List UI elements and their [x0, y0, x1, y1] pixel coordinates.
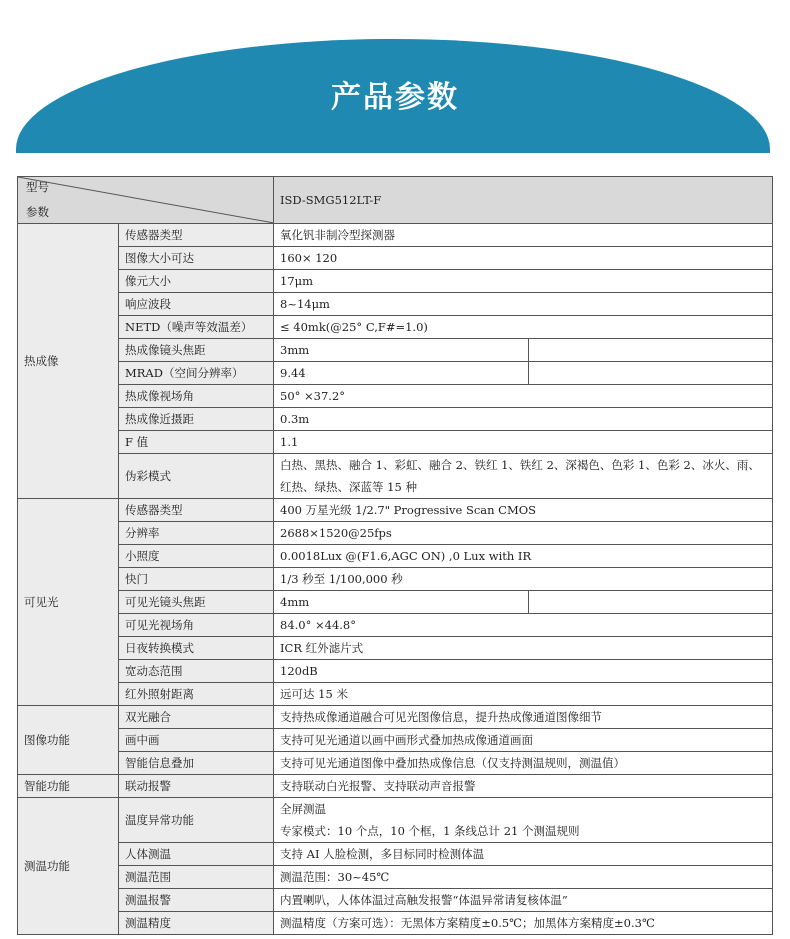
empty-cell [529, 591, 773, 614]
table-row [18, 706, 773, 729]
param-value: 氧化钒非制冷型探测器 [274, 224, 773, 247]
category-thermal: 热成像 [18, 224, 119, 499]
param-name: 图像大小可达 [119, 247, 274, 270]
table-row [18, 775, 773, 798]
param-name: 像元大小 [119, 270, 274, 293]
param-value: 0.0018Lux @(F1.6,AGC ON) ,0 Lux with IR [274, 545, 773, 568]
param-name: 传感器类型 [119, 224, 274, 247]
param-value: 9.44 [274, 362, 529, 385]
diagonal-header-cell [18, 177, 274, 224]
table-row [18, 316, 773, 339]
param-value: 160× 120 [274, 247, 773, 270]
table-row [18, 545, 773, 568]
spec-table [17, 176, 773, 935]
table-row [18, 385, 773, 408]
param-name: 联动报警 [119, 775, 274, 798]
table-row [18, 270, 773, 293]
param-value: 测温精度（方案可选）：无黑体方案精度±0.5℃；加黑体方案精度±0.3℃ [274, 912, 773, 935]
table-row [18, 293, 773, 316]
empty-cell [529, 339, 773, 362]
table-row [18, 729, 773, 752]
param-value: 远可达 15 米 [274, 683, 773, 706]
table-row [18, 431, 773, 454]
param-value: 50° ×37.2° [274, 385, 773, 408]
param-name: 快门 [119, 568, 274, 591]
param-value: ≤ 40mk(@25° C,F#=1.0) [274, 316, 773, 339]
header-param-label: 参数 [26, 205, 49, 219]
param-value: 1.1 [274, 431, 773, 454]
param-name: 小照度 [119, 545, 274, 568]
category-smart-function: 智能功能 [18, 775, 119, 798]
table-row [18, 247, 773, 270]
param-value: 支持 AI 人脸检测，多目标同时检测体温 [274, 843, 773, 866]
param-value: 0.3m [274, 408, 773, 431]
table-row [18, 683, 773, 706]
param-name: 热成像视场角 [119, 385, 274, 408]
param-name: 双光融合 [119, 706, 274, 729]
param-name: 宽动态范围 [119, 660, 274, 683]
param-name: 热成像镜头焦距 [119, 339, 274, 362]
table-row [18, 866, 773, 889]
param-name: 温度异常功能 [119, 798, 274, 843]
table-header-row [18, 177, 773, 224]
table-row [18, 568, 773, 591]
param-name: 测温范围 [119, 866, 274, 889]
table-row [18, 499, 773, 522]
param-value: 4mm [274, 591, 529, 614]
table-row [18, 798, 773, 843]
category-image-function: 图像功能 [18, 706, 119, 775]
param-name: NETD（噪声等效温差） [119, 316, 274, 339]
model-number: ISD-SMG512LT-F [274, 177, 773, 224]
param-name: 传感器类型 [119, 499, 274, 522]
param-name: 测温报警 [119, 889, 274, 912]
table-row [18, 752, 773, 775]
param-value [274, 798, 773, 843]
param-name: F 值 [119, 431, 274, 454]
param-value: 84.0° ×44.8° [274, 614, 773, 637]
param-value: 120dB [274, 660, 773, 683]
param-name: 伪彩模式 [119, 454, 274, 499]
param-value: 支持联动白光报警、支持联动声音报警 [274, 775, 773, 798]
param-value: 8~14μm [274, 293, 773, 316]
param-value: 支持可见光通道图像中叠加热成像信息（仅支持测温规则，测温值） [274, 752, 773, 775]
table-row [18, 362, 773, 385]
table-row [18, 591, 773, 614]
param-name: 可见光镜头焦距 [119, 591, 274, 614]
value-line: 专家模式：10 个点，10 个框，1 条线总计 21 个测温规则 [280, 824, 580, 838]
category-temperature: 测温功能 [18, 798, 119, 935]
param-name: 热成像近摄距 [119, 408, 274, 431]
param-name: 测温精度 [119, 912, 274, 935]
diagonal-line [18, 177, 274, 223]
param-value: 400 万星光级 1/2.7" Progressive Scan CMOS [274, 499, 773, 522]
param-value: 内置喇叭，人体体温过高触发报警“体温异常请复核体温” [274, 889, 773, 912]
table-row [18, 339, 773, 362]
param-name: 画中画 [119, 729, 274, 752]
param-value: 支持热成像通道融合可见光图像信息，提升热成像通道图像细节 [274, 706, 773, 729]
param-name: 智能信息叠加 [119, 752, 274, 775]
table-row [18, 912, 773, 935]
table-row [18, 614, 773, 637]
param-name: MRAD（空间分辨率） [119, 362, 274, 385]
param-name: 响应波段 [119, 293, 274, 316]
table-row [18, 454, 773, 499]
param-name: 分辨率 [119, 522, 274, 545]
table-row [18, 637, 773, 660]
table-row [18, 843, 773, 866]
table-row [18, 408, 773, 431]
category-visible: 可见光 [18, 499, 119, 706]
value-line: 全屏测温 [280, 802, 326, 816]
param-name: 日夜转换模式 [119, 637, 274, 660]
table-row [18, 224, 773, 247]
table-row [18, 522, 773, 545]
param-name: 人体测温 [119, 843, 274, 866]
empty-cell [529, 362, 773, 385]
param-value: 3mm [274, 339, 529, 362]
param-name: 红外照射距离 [119, 683, 274, 706]
param-value: 测温范围：30~45℃ [274, 866, 773, 889]
header-model-label: 型号 [26, 180, 49, 194]
param-value: ICR 红外滤片式 [274, 637, 773, 660]
param-name: 可见光视场角 [119, 614, 274, 637]
param-value: 白热、黑热、融合 1、彩虹、融合 2、铁红 1、铁红 2、深褐色、色彩 1、色彩 2、冰火、雨、红热、绿热、深蓝等 15 种 [274, 454, 773, 499]
param-value: 2688×1520@25fps [274, 522, 773, 545]
table-row [18, 660, 773, 683]
param-value: 1/3 秒至 1/100,000 秒 [274, 568, 773, 591]
param-value: 17μm [274, 270, 773, 293]
page-title: 产品参数 [331, 80, 459, 115]
table-row [18, 889, 773, 912]
param-value: 支持可见光通道以画中画形式叠加热成像通道画面 [274, 729, 773, 752]
